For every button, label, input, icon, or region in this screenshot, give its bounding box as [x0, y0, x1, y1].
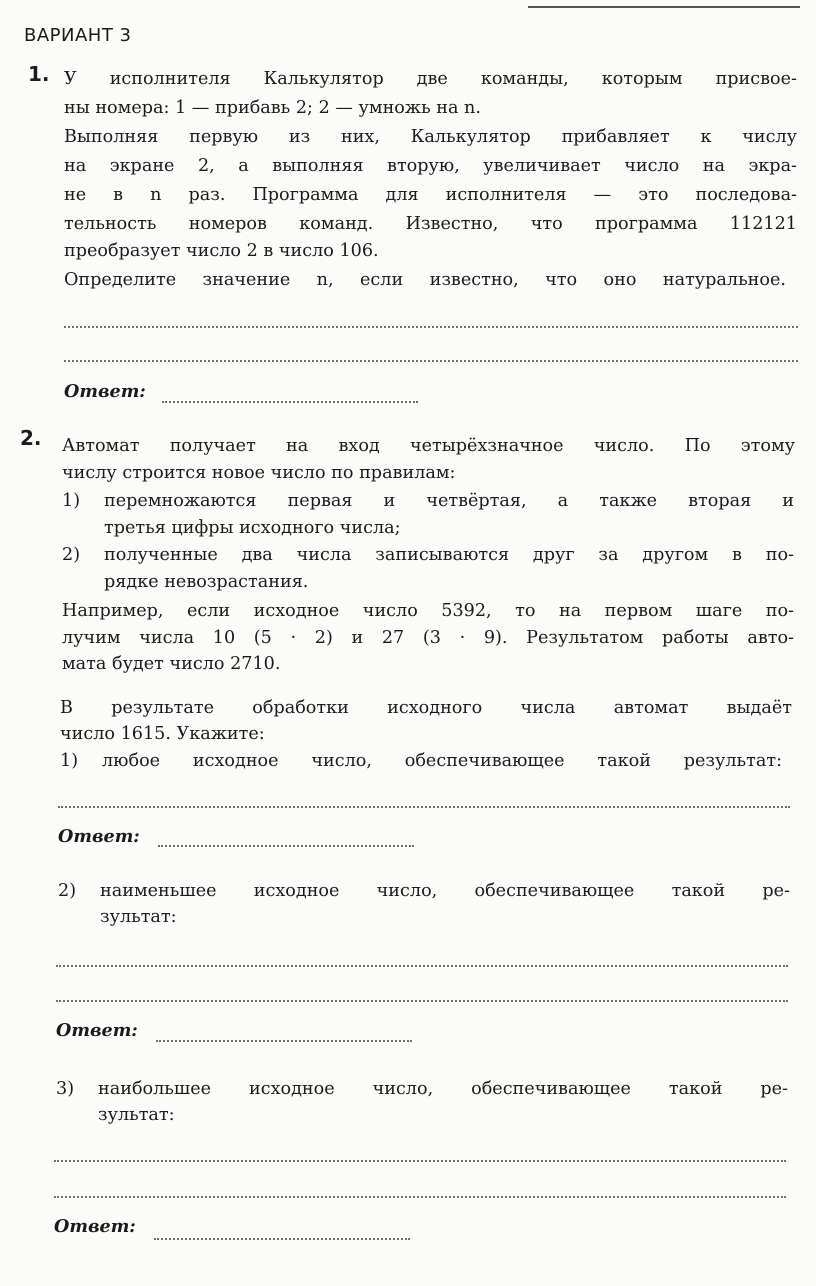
answer-writing-line[interactable] [58, 806, 790, 808]
example-line: Например, если исходное число 5392, то на первом шаге по- [62, 601, 794, 621]
part-number: 1) [60, 751, 79, 771]
answer-writing-line[interactable] [64, 360, 798, 362]
example-line: мата будет число 2710. [62, 654, 281, 674]
example-line: лучим числа 10 (5 · 2) и 27 (3 · 9). Результатом работы авто- [62, 628, 794, 648]
task-1-line: на экране 2, а выполняя вторую, увеличивает число на экра- [64, 156, 797, 176]
task-1-line: Выполняя первую из них, Калькулятор прибавляет к числу [64, 127, 797, 147]
rule-line: перемножаются первая и четвёртая, а также вторая и [104, 491, 794, 511]
part-line: любое исходное число, обеспечивающее такой результат: [102, 751, 782, 771]
task-1-line: У исполнителя Калькулятор две команды, которым присвое- [64, 69, 797, 89]
part-line: зультат: [98, 1105, 175, 1125]
task-2-line: числу строится новое число по правилам: [62, 463, 456, 483]
question-line: число 1615. Укажите: [60, 724, 265, 744]
answer-label: Ответ: [58, 826, 140, 847]
answer-field[interactable] [162, 401, 418, 403]
part-line: наименьшее исходное число, обеспечивающее такой ре- [100, 881, 790, 901]
answer-field[interactable] [154, 1238, 410, 1240]
answer-writing-line[interactable] [64, 326, 798, 328]
rule-line: рядке невозрастания. [104, 572, 309, 592]
question-line: В результате обработки исходного числа автомат выдаёт [60, 698, 792, 718]
task-2-number: 2. [20, 426, 42, 450]
part-line: зультат: [100, 907, 177, 927]
task-2-line: Автомат получает на вход четырёхзначное число. По этому [62, 436, 795, 456]
answer-field[interactable] [156, 1040, 412, 1042]
answer-writing-line[interactable] [54, 1160, 786, 1162]
part-number: 2) [58, 881, 77, 901]
task-1-line: тельность номеров команд. Известно, что программа 112121 [64, 214, 797, 234]
answer-writing-line[interactable] [54, 1196, 786, 1198]
answer-writing-line[interactable] [56, 1000, 788, 1002]
answer-field[interactable] [158, 845, 414, 847]
rule-line: третья цифры исходного числа; [104, 518, 401, 538]
task-1-line: ны номера: 1 — прибавь 2; 2 — умножь на n. [64, 98, 481, 118]
answer-label: Ответ: [64, 381, 146, 402]
task-1-line: преобразует число 2 в число 106. [64, 241, 379, 261]
answer-label: Ответ: [56, 1020, 138, 1041]
top-rule [528, 6, 800, 8]
answer-writing-line[interactable] [56, 965, 788, 967]
variant-heading: ВАРИАНТ 3 [24, 25, 132, 46]
task-1-line: не в n раз. Программа для исполнителя — это последова- [64, 185, 797, 205]
part-line: наибольшее исходное число, обеспечивающее такой ре- [98, 1079, 788, 1099]
task-1-line: Определите значение n, если известно, что оно натуральное. [64, 270, 786, 290]
rule-number: 2) [62, 545, 81, 565]
part-number: 3) [56, 1079, 75, 1099]
rule-number: 1) [62, 491, 81, 511]
rule-line: полученные два числа записываются друг за другом в по- [104, 545, 794, 565]
task-1-number: 1. [28, 62, 50, 86]
answer-label: Ответ: [54, 1216, 136, 1237]
